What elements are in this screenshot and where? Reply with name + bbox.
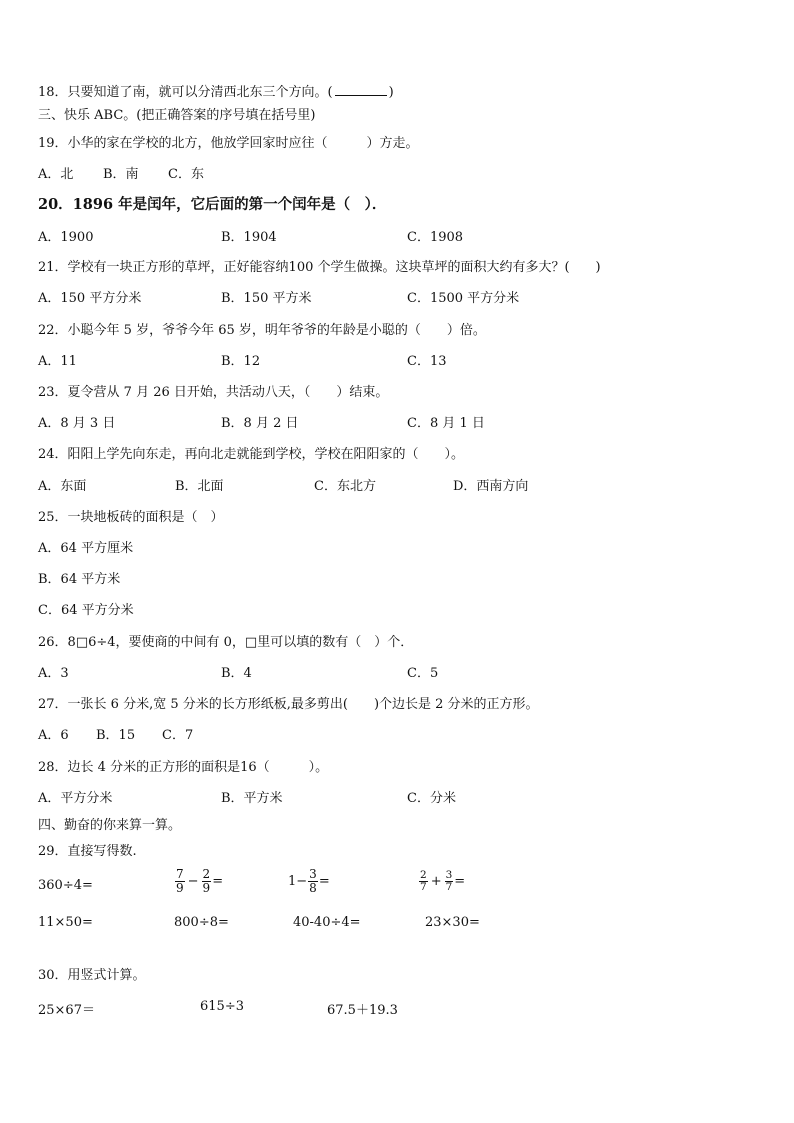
q29-item-3: 1− $\frac{3}{8}$ = [288,867,330,895]
q27-option-a[interactable]: A．6 [38,728,69,743]
q22-option-c[interactable]: C．13 [407,354,447,369]
question-25: 25．一块地板砖的面积是（ ） [38,510,224,525]
answer-blank[interactable] [335,83,387,96]
section-3-title: 三、快乐 ABC。(把正确答案的序号填在括号里) [38,108,316,123]
q29-item-1: 360÷4= [38,878,93,893]
q23-option-b[interactable]: B．8 月 2 日 [221,416,299,431]
q28-option-b[interactable]: B．平方米 [221,791,283,806]
q22-option-b[interactable]: B．12 [221,354,261,369]
q29-item-6: 800÷8= [174,915,229,930]
question-26: 26．8□6÷4，要使商的中间有 0，□里可以填的数有（ ）个． [38,635,414,650]
question-18-close: ) [388,85,394,100]
fraction: $\frac{3}{7}$ [445,869,453,893]
q23-option-a[interactable]: A．8 月 3 日 [38,416,116,431]
question-27: 27．一张长 6 分米,宽 5 分米的长方形纸板,最多剪出( )个边长是 2 分米的正方形。 [38,697,539,712]
q19-option-c[interactable]: C．东 [168,167,204,182]
question-24: 24．阳阳上学先向东走，再向北走就能到学校，学校在阳阳家的（ ）。 [38,447,465,462]
q27-option-c[interactable]: C．7 [162,728,194,743]
question-19: 19．小华的家在学校的北方，他放学回家时应往（ ）方走。 [38,136,419,151]
fraction: $\frac{7}{9}$ [176,867,184,895]
q20-option-a[interactable]: A．1900 [38,230,94,245]
question-18 [38,83,394,101]
q29-item-5: 11×50= [38,915,93,930]
q30-item-3: 67.5＋19.3 [327,1003,398,1018]
question-23: 23．夏令营从 7 月 26 日开始，共活动八天，（ ）结束。 [38,385,389,400]
q19-option-a[interactable]: A．北 [38,167,74,182]
q19-option-b[interactable]: B．南 [103,167,139,182]
q24-option-a[interactable]: A．东面 [38,479,87,494]
q23-option-c[interactable]: C．8 月 1 日 [407,416,485,431]
fraction: $\frac{3}{8}$ [309,867,317,895]
q25-option-a[interactable]: A．64 平方厘米 [38,541,134,556]
question-21: 21．学校有一块正方形的草坪，正好能容纳100 个学生做操。这块草坪的面积大约有多大？( ) [38,260,601,275]
fraction: $\frac{2}{7}$ [420,869,427,893]
q26-option-b[interactable]: B．4 [221,666,252,681]
q30-item-1: 25×67＝ [38,1003,95,1018]
fraction: $\frac{2}{9}$ [202,867,211,895]
q21-option-b[interactable]: B．150 平方米 [221,291,312,306]
question-30: 30．用竖式计算。 [38,968,146,983]
q21-option-a[interactable]: A．150 平方分米 [38,291,142,306]
q26-option-c[interactable]: C．5 [407,666,439,681]
q25-option-b[interactable]: B．64 平方米 [38,572,121,587]
q20-option-c[interactable]: C．1908 [407,230,464,245]
q24-option-d[interactable]: D．西南方向 [453,479,529,494]
question-20: 20．1896 年是闰年，它后面的第一个闰年是（ ）． [38,196,387,213]
q24-option-b[interactable]: B．北面 [175,479,224,494]
question-22: 22．小聪今年 5 岁，爷爷今年 65 岁，明年爷爷的年龄是小聪的（ ）倍。 [38,323,486,338]
q30-item-2: 615÷3 [200,999,244,1014]
q27-option-b[interactable]: B．15 [96,728,136,743]
q24-option-c[interactable]: C．东北方 [314,479,376,494]
question-29: 29．直接写得数. [38,844,137,859]
q29-item-7: 40-40÷4= [293,915,361,930]
q26-option-a[interactable]: A．3 [38,666,69,681]
q29-item-4: $\frac{2}{7}$ + $\frac{3}{7}$ = [420,869,466,893]
q28-option-a[interactable]: A．平方分米 [38,791,113,806]
q22-option-a[interactable]: A．11 [38,354,77,369]
question-28: 28．边长 4 分米的正方形的面积是16（ ）。 [38,760,329,775]
section-4-title: 四、勤奋的你来算一算。 [38,818,182,833]
q20-option-b[interactable]: B．1904 [221,230,277,245]
q29-item-8: 23×30= [425,915,480,930]
q29-item-2: $\frac{7}{9}$ − $\frac{2}{9}$ = [176,867,224,895]
q28-option-c[interactable]: C．分米 [407,791,456,806]
q21-option-c[interactable]: C．1500 平方分米 [407,291,520,306]
question-18-text: 18．只要知道了南，就可以分清西北东三个方向。( [38,85,333,100]
q25-option-c[interactable]: C．64 平方分米 [38,603,134,618]
